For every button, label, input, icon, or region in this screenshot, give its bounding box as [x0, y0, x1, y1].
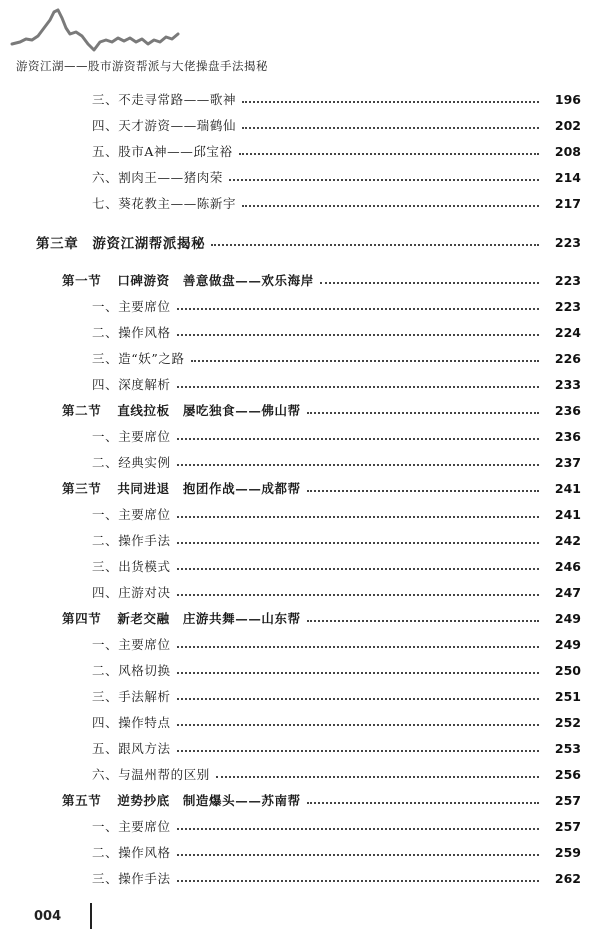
- toc-entry-title: 七、葵花教主——陈新宇: [92, 196, 237, 211]
- toc-page-number: 223: [554, 298, 581, 314]
- toc-entry-title: 二、操作风格: [92, 845, 171, 860]
- toc-page-number: 196: [554, 91, 581, 107]
- toc-entry-title: 六、割肉王——猪肉荣: [92, 170, 224, 185]
- toc-entry-title: 四、庄游对决: [92, 585, 171, 600]
- toc-dot-leader: [177, 854, 539, 856]
- toc-entry-title: [62, 271, 314, 289]
- toc-section-label: 第二节: [62, 403, 102, 418]
- toc-dot-leader: [242, 127, 539, 129]
- toc-entry-row: [0, 296, 613, 316]
- toc-dot-leader: [239, 153, 539, 155]
- toc-page-number: 242: [554, 532, 581, 548]
- toc-entry-row: [0, 634, 613, 654]
- toc-page-number: 257: [554, 792, 581, 808]
- toc-section-row: [0, 608, 613, 628]
- toc-entry-title: 五、跟风方法: [92, 741, 171, 756]
- running-header-title: 游资江湖——股市游资帮派与大佬操盘手法揭秘: [16, 59, 268, 73]
- toc-page-number: 223: [554, 272, 581, 288]
- toc-entry-title: 三、不走寻常路——歌神: [92, 92, 237, 107]
- toc-page-number: 236: [554, 402, 581, 418]
- toc-section-label: 第一节: [62, 273, 102, 288]
- toc-dot-leader: [177, 334, 539, 336]
- toc-entry-title: 三、操作手法: [92, 871, 171, 886]
- toc-chapter-row: [0, 232, 613, 252]
- toc-entry-row: [0, 816, 613, 836]
- toc-dot-leader: [211, 244, 539, 246]
- toc-dot-leader: [177, 542, 539, 544]
- toc-dot-leader: [229, 179, 539, 181]
- toc-entry-title: 一、主要席位: [92, 299, 171, 314]
- toc-entry-title: [62, 791, 301, 809]
- toc-entry-title: 一、主要席位: [92, 819, 171, 834]
- toc-page-number: 217: [554, 195, 581, 211]
- toc-entry-row: [0, 686, 613, 706]
- toc-dot-leader: [307, 620, 539, 622]
- toc-section-row: [0, 270, 613, 290]
- toc-entry-row: [0, 738, 613, 758]
- toc-section-title: 直线拉板 屡吃独食——佛山帮: [117, 403, 301, 418]
- toc-entry-row: [0, 868, 613, 888]
- toc-dot-leader: [242, 101, 539, 103]
- toc-entry-title: [62, 479, 301, 497]
- toc-entry-title: 六、与温州帮的区别: [92, 767, 210, 782]
- toc-page-number: 233: [554, 376, 581, 392]
- toc-dot-leader: [177, 464, 539, 466]
- toc-entry-row: [0, 348, 613, 368]
- toc-page-number: 256: [554, 766, 581, 782]
- toc-page-number: 223: [554, 234, 581, 250]
- toc-dot-leader: [191, 360, 539, 362]
- toc-dot-leader: [307, 412, 539, 414]
- toc-page-number: 208: [554, 143, 581, 159]
- toc-section-label: 第五节: [62, 793, 102, 808]
- toc-section-row: [0, 790, 613, 810]
- toc-entry-row: [0, 712, 613, 732]
- toc-dot-leader: [177, 386, 539, 388]
- toc-entry-row: [0, 842, 613, 862]
- toc-page-number: 214: [554, 169, 581, 185]
- toc-entry-row: [0, 504, 613, 524]
- toc-entry-title: 五、股市A神——邱宝裕: [92, 144, 233, 159]
- toc-entry-title: 二、风格切换: [92, 663, 171, 678]
- toc-page-number: 237: [554, 454, 581, 470]
- toc-dot-leader: [307, 490, 539, 492]
- toc-entry-row: [0, 374, 613, 394]
- toc-dot-leader: [320, 282, 539, 284]
- toc-dot-leader: [177, 594, 539, 596]
- toc-entry-title: 二、操作风格: [92, 325, 171, 340]
- toc-entry-title: [62, 401, 301, 419]
- toc-entry-title: 四、深度解析: [92, 377, 171, 392]
- toc-entry-row: [0, 322, 613, 342]
- toc-section-label: 第三节: [62, 481, 102, 496]
- toc-page-number: 226: [554, 350, 581, 366]
- toc-entry-title: 四、操作特点: [92, 715, 171, 730]
- toc-entry-row: [0, 556, 613, 576]
- toc-entry-row: [0, 167, 613, 187]
- toc-dot-leader: [177, 438, 539, 440]
- toc-entry-title: 三、手法解析: [92, 689, 171, 704]
- toc-entry-title: 一、主要席位: [92, 429, 171, 444]
- toc-dot-leader: [177, 308, 539, 310]
- toc-page-number: 241: [554, 480, 581, 496]
- toc-entry-row: [0, 89, 613, 109]
- toc-entry-row: [0, 660, 613, 680]
- toc-entry-row: [0, 141, 613, 161]
- toc-dot-leader: [177, 724, 539, 726]
- toc-section-title: 共同进退 抱团作战——成都帮: [117, 481, 301, 496]
- toc-section-title: 新老交融 庄游共舞——山东帮: [117, 611, 301, 626]
- toc-page-number: 247: [554, 584, 581, 600]
- toc-dot-leader: [177, 516, 539, 518]
- toc-entry-row: [0, 426, 613, 446]
- toc-entry-title: [62, 609, 301, 627]
- toc-dot-leader: [177, 698, 539, 700]
- toc-entry-row: [0, 193, 613, 213]
- toc-dot-leader: [216, 776, 539, 778]
- toc-dot-leader: [242, 205, 539, 207]
- toc-entry-title: 一、主要席位: [92, 637, 171, 652]
- toc-page-number: 253: [554, 740, 581, 756]
- toc-entry-title: 三、造“妖”之路: [92, 351, 185, 366]
- page-number-divider: [90, 903, 92, 929]
- toc-dot-leader: [177, 672, 539, 674]
- toc-dot-leader: [177, 568, 539, 570]
- toc-entry-row: [0, 115, 613, 135]
- toc-dot-leader: [177, 646, 539, 648]
- toc-entry-row: [0, 452, 613, 472]
- toc-entry-title: 二、操作手法: [92, 533, 171, 548]
- toc-entry-row: [0, 582, 613, 602]
- toc-page-number: 250: [554, 662, 581, 678]
- toc-entry-title: 二、经典实例: [92, 455, 171, 470]
- toc-page-number: 249: [554, 610, 581, 626]
- toc-dot-leader: [307, 802, 539, 804]
- toc-page-number: 246: [554, 558, 581, 574]
- toc-page-number: 262: [554, 870, 581, 886]
- toc-section-title: 逆势抄底 制造爆头——苏南帮: [117, 793, 301, 808]
- toc-dot-leader: [177, 828, 539, 830]
- toc-entry-title: 第三章 游资江湖帮派揭秘: [36, 236, 206, 252]
- toc-page-number: 224: [554, 324, 581, 340]
- toc-entry-title: 三、出货模式: [92, 559, 171, 574]
- toc-page-number: 251: [554, 688, 581, 704]
- toc-page-number: 249: [554, 636, 581, 652]
- toc-entry-title: 四、天才游资——瑞鹤仙: [92, 118, 237, 133]
- toc-page-number: 259: [554, 844, 581, 860]
- toc-page-number: 202: [554, 117, 581, 133]
- toc-page-number: 257: [554, 818, 581, 834]
- toc-dot-leader: [177, 750, 539, 752]
- toc-section-row: [0, 400, 613, 420]
- toc-entry-row: [0, 764, 613, 784]
- page-number: 004: [34, 909, 62, 924]
- toc-page-number: 252: [554, 714, 581, 730]
- toc-entry-row: [0, 530, 613, 550]
- toc-page-number: 241: [554, 506, 581, 522]
- toc-dot-leader: [177, 880, 539, 882]
- toc-entry-title: 一、主要席位: [92, 507, 171, 522]
- toc-page-number: 236: [554, 428, 581, 444]
- toc-section-label: 第四节: [62, 611, 102, 626]
- toc-section-title: 口碑游资 善意做盘——欢乐海岸: [117, 273, 314, 288]
- toc-section-row: [0, 478, 613, 498]
